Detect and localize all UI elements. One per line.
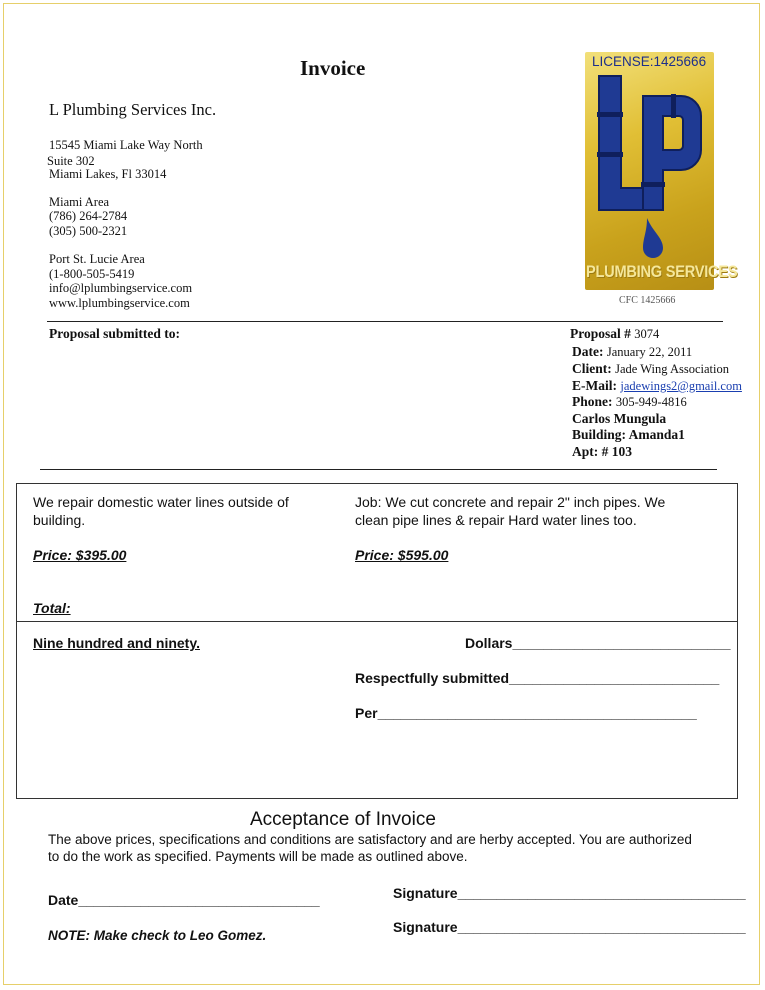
- proposal-divider: [40, 469, 717, 470]
- left-job-description: We repair domestic water lines outside of building.: [33, 494, 289, 528]
- cfc-number: CFC 1425666: [619, 295, 676, 306]
- email-label: E-Mail:: [572, 378, 617, 393]
- client-row: [572, 361, 729, 377]
- proposal-number: 3074: [634, 327, 660, 341]
- acceptance-date-line[interactable]: Date_______________________________: [48, 892, 320, 908]
- left-job-price: Price: $395.00: [33, 547, 127, 563]
- client-name: Jade Wing Association: [615, 362, 729, 376]
- proposal-date-label: Date:: [572, 344, 604, 359]
- work-box-divider: [16, 621, 738, 622]
- per-line[interactable]: Per_________________________________________: [355, 705, 697, 721]
- miami-area-label: Miami Area: [49, 195, 110, 209]
- amount-in-words: [33, 635, 200, 651]
- acceptance-text-line1: The above prices, specifications and conditions are satisfactory and are herby accepted. You are authorized: [48, 832, 692, 847]
- phone-label: Phone:: [572, 394, 613, 409]
- address-line2: Suite 302: [47, 154, 95, 168]
- right-job-price: Price: $595.00: [355, 547, 449, 563]
- phone-row: [572, 394, 687, 410]
- payment-note: NOTE: Make check to Leo Gomez.: [48, 928, 267, 943]
- company-email: info@lplumbingservice.com: [49, 281, 193, 295]
- respectfully-submitted-line[interactable]: Respectfully submitted___________________________: [355, 670, 720, 686]
- logo-tagline: PLUMBING SERVICES: [586, 262, 738, 281]
- acceptance-title: Acceptance of Invoice: [250, 809, 436, 830]
- proposal-submitted-label: Proposal submitted to:: [49, 326, 181, 341]
- stlucie-phone: (1-800-505-5419: [49, 267, 135, 281]
- building-info: Building: Amanda1: [572, 427, 685, 442]
- proposal-number-row: [570, 326, 659, 342]
- contact-name: Carlos Mungula: [572, 411, 667, 426]
- proposal-number-label: Proposal #: [570, 326, 631, 341]
- signature-line-1[interactable]: Signature_____________________________________: [393, 885, 746, 901]
- email-row: [572, 378, 742, 394]
- apartment-info: Apt: # 103: [572, 444, 632, 459]
- signature-line-2[interactable]: Signature_____________________________________: [393, 919, 746, 935]
- stlucie-area-label: Port St. Lucie Area: [49, 252, 145, 266]
- acceptance-text-line2: to do the work as specified. Payments will be made as outlined above.: [48, 849, 468, 864]
- header-divider: [47, 321, 723, 322]
- right-job-description: Job: We cut concrete and repair 2" inch pipes. We clean pipe lines & repair Hard water lines too.: [355, 494, 666, 528]
- company-website: www.lplumbingservice.com: [49, 296, 190, 310]
- proposal-date: January 22, 2011: [606, 345, 693, 359]
- company-name: L Plumbing Services Inc.: [49, 100, 217, 119]
- amount-words-text: Nine hundred and ninety.: [33, 635, 200, 651]
- address-line1: 15545 Miami Lake Way North: [49, 138, 203, 152]
- miami-phone2: (305) 500-2321: [49, 224, 128, 238]
- company-logo: [585, 52, 714, 290]
- client-phone: 305-949-4816: [615, 395, 687, 409]
- client-email-link[interactable]: jadewings2@gmail.com: [620, 379, 742, 393]
- lp-logo-icon: [585, 52, 714, 290]
- license-text: LICENSE:1425666: [592, 54, 707, 69]
- invoice-title: Invoice: [300, 56, 366, 80]
- address-line3: Miami Lakes, Fl 33014: [49, 167, 167, 181]
- dollars-line[interactable]: Dollars____________________________: [465, 635, 731, 651]
- total-label: Total:: [33, 600, 71, 616]
- miami-phone1: (786) 264-2784: [49, 209, 128, 223]
- proposal-date-row: [572, 344, 692, 360]
- client-label: Client:: [572, 361, 612, 376]
